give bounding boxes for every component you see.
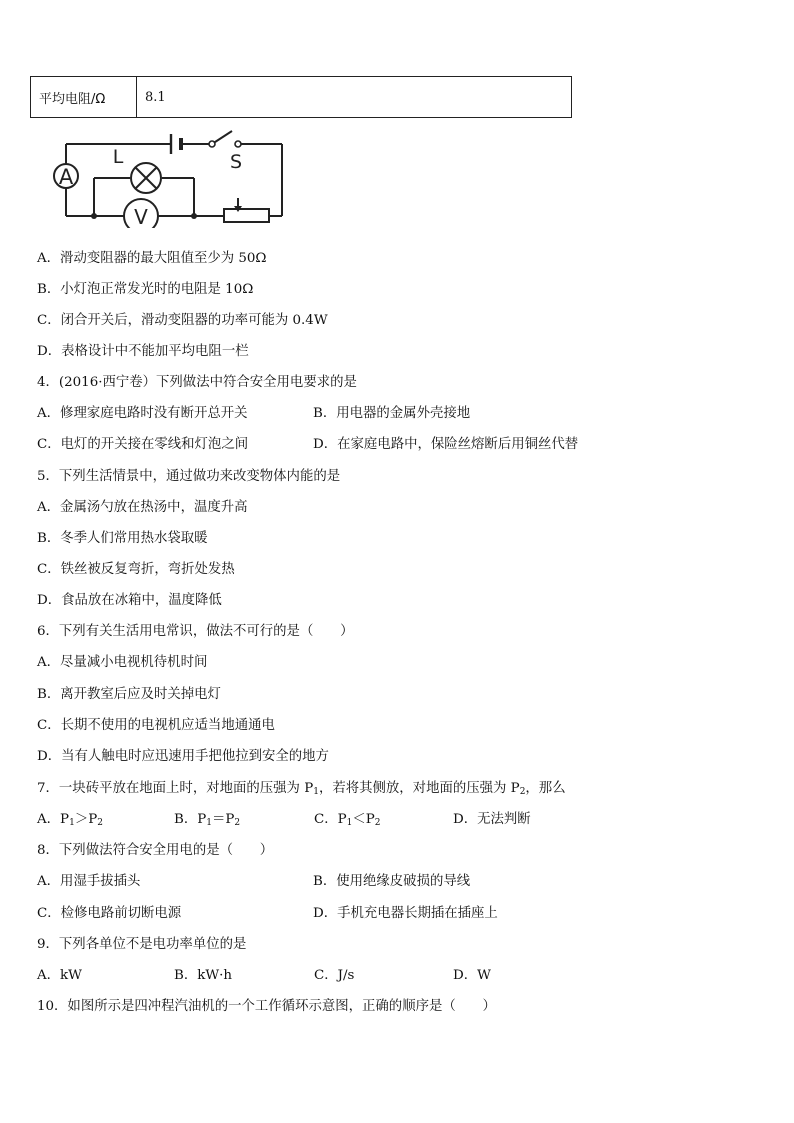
q8-option-a[interactable]: A．用湿手拔插头 (37, 874, 141, 889)
q3-option-b[interactable]: B．小灯泡正常发光时的电阻是 10Ω (37, 282, 254, 297)
q9-option-a[interactable]: A．kW (37, 968, 82, 983)
q5-option-a[interactable]: A．金属汤勺放在热汤中，温度升高 (37, 500, 248, 515)
q6-option-a[interactable]: A．尽量减小电视机待机时间 (37, 655, 208, 670)
q3-option-a[interactable]: A．滑动变阻器的最大阻值至少为 50Ω (37, 251, 267, 266)
q7-stem (37, 778, 566, 800)
q6-option-b[interactable]: B．离开教室后应及时关掉电灯 (37, 687, 221, 702)
q4-option-a[interactable]: A．修理家庭电路时没有断开总开关 (37, 406, 248, 421)
q7-option-b-sub-2: 2 (234, 818, 241, 828)
junction-left (91, 213, 97, 219)
voltmeter-label: V (134, 205, 148, 228)
circuit-diagram (44, 128, 290, 228)
q7-option-b-mid: ＝P (211, 812, 235, 827)
q9-option-c[interactable]: C．J/s (314, 968, 355, 983)
q4-option-d[interactable]: D．在家庭电路中，保险丝熔断后用铜丝代替 (313, 437, 579, 452)
q7-stem-part-a: 7．一块砖平放在地面上时，对地面的压强为 P (37, 781, 314, 796)
q8-option-b[interactable]: B．使用绝缘皮破损的导线 (313, 874, 471, 889)
q7-option-a[interactable] (37, 809, 103, 831)
q8-option-c[interactable]: C．检修电路前切断电源 (37, 906, 182, 921)
q6-stem: 6．下列有关生活用电常识，做法不可行的是（ ） (37, 624, 354, 639)
junction-right (191, 213, 197, 219)
ammeter-label: A (58, 165, 74, 189)
q7-option-b-pre: B．P (174, 812, 207, 827)
table-row (31, 77, 572, 118)
q9-option-b[interactable]: B．kW·h (174, 968, 232, 983)
q5-option-c[interactable]: C．铁丝被反复弯折，弯折处发热 (37, 562, 235, 577)
q3-option-c[interactable]: C．闭合开关后，滑动变阻器的功率可能为 0.4W (37, 313, 328, 328)
q7-option-d[interactable]: D．无法判断 (453, 812, 531, 827)
q7-option-b[interactable] (174, 809, 240, 831)
q4-option-b[interactable]: B．用电器的金属外壳接地 (313, 406, 471, 421)
rheostat-symbol (224, 209, 269, 222)
q9-option-d[interactable]: D．W (453, 968, 491, 983)
q4-stem: 4．(2016·西宁卷）下列做法中符合安全用电要求的是 (37, 375, 357, 390)
q5-option-b[interactable]: B．冬季人们常用热水袋取暖 (37, 531, 208, 546)
q7-option-a-sub-2: 2 (97, 818, 103, 828)
q7-stem-part-b: ，若将其侧放，对地面的压强为 P (318, 781, 520, 796)
q7-option-a-sub-1: 1 (69, 818, 75, 828)
q3-option-d[interactable]: D．表格设计中不能加平均电阻一栏 (37, 344, 249, 359)
q10-stem: 10．如图所示是四冲程汽油机的一个工作循环示意图，正确的顺序是（ ） (37, 999, 496, 1014)
switch-contact-right (235, 141, 241, 147)
lamp-label: L (112, 146, 124, 168)
q5-stem: 5．下列生活情景中，通过做功来改变物体内能的是 (37, 469, 341, 484)
data-table (30, 76, 572, 118)
q7-option-c-sub-2: 2 (374, 818, 381, 828)
table-value-cell: 8.1 (137, 77, 572, 118)
q4-option-c[interactable]: C．电灯的开关接在零线和灯泡之间 (37, 437, 249, 452)
q6-option-d[interactable]: D．当有人触电时应迅速用手把他拉到安全的地方 (37, 749, 329, 764)
q7-option-c-pre: C．P (314, 812, 347, 827)
q9-stem: 9．下列各单位不是电功率单位的是 (37, 937, 247, 952)
q8-stem: 8．下列做法符合安全用电的是（ ） (37, 843, 274, 858)
q5-option-d[interactable]: D．食品放在冰箱中，温度降低 (37, 593, 222, 608)
q8-option-d[interactable]: D．手机充电器长期插在插座上 (313, 906, 498, 921)
q7-stem-sub-2: 2 (519, 787, 526, 797)
q7-option-a-mid: ＞P (74, 812, 98, 827)
q7-stem-part-c: ，那么 (525, 781, 566, 796)
switch-contact-left (209, 141, 215, 147)
q7-stem-sub-1: 1 (313, 787, 319, 797)
q7-option-c[interactable] (314, 809, 381, 831)
q6-option-c[interactable]: C．长期不使用的电视机应适当地通通电 (37, 718, 275, 733)
table-label-cell: 平均电阻/Ω (31, 77, 137, 118)
q7-option-c-sub-1: 1 (346, 818, 353, 828)
q7-option-c-mid: ＜P (352, 812, 375, 827)
q7-option-b-sub-1: 1 (206, 818, 212, 828)
q7-option-a-pre: A．P (37, 812, 70, 827)
switch-label: S (229, 151, 243, 173)
